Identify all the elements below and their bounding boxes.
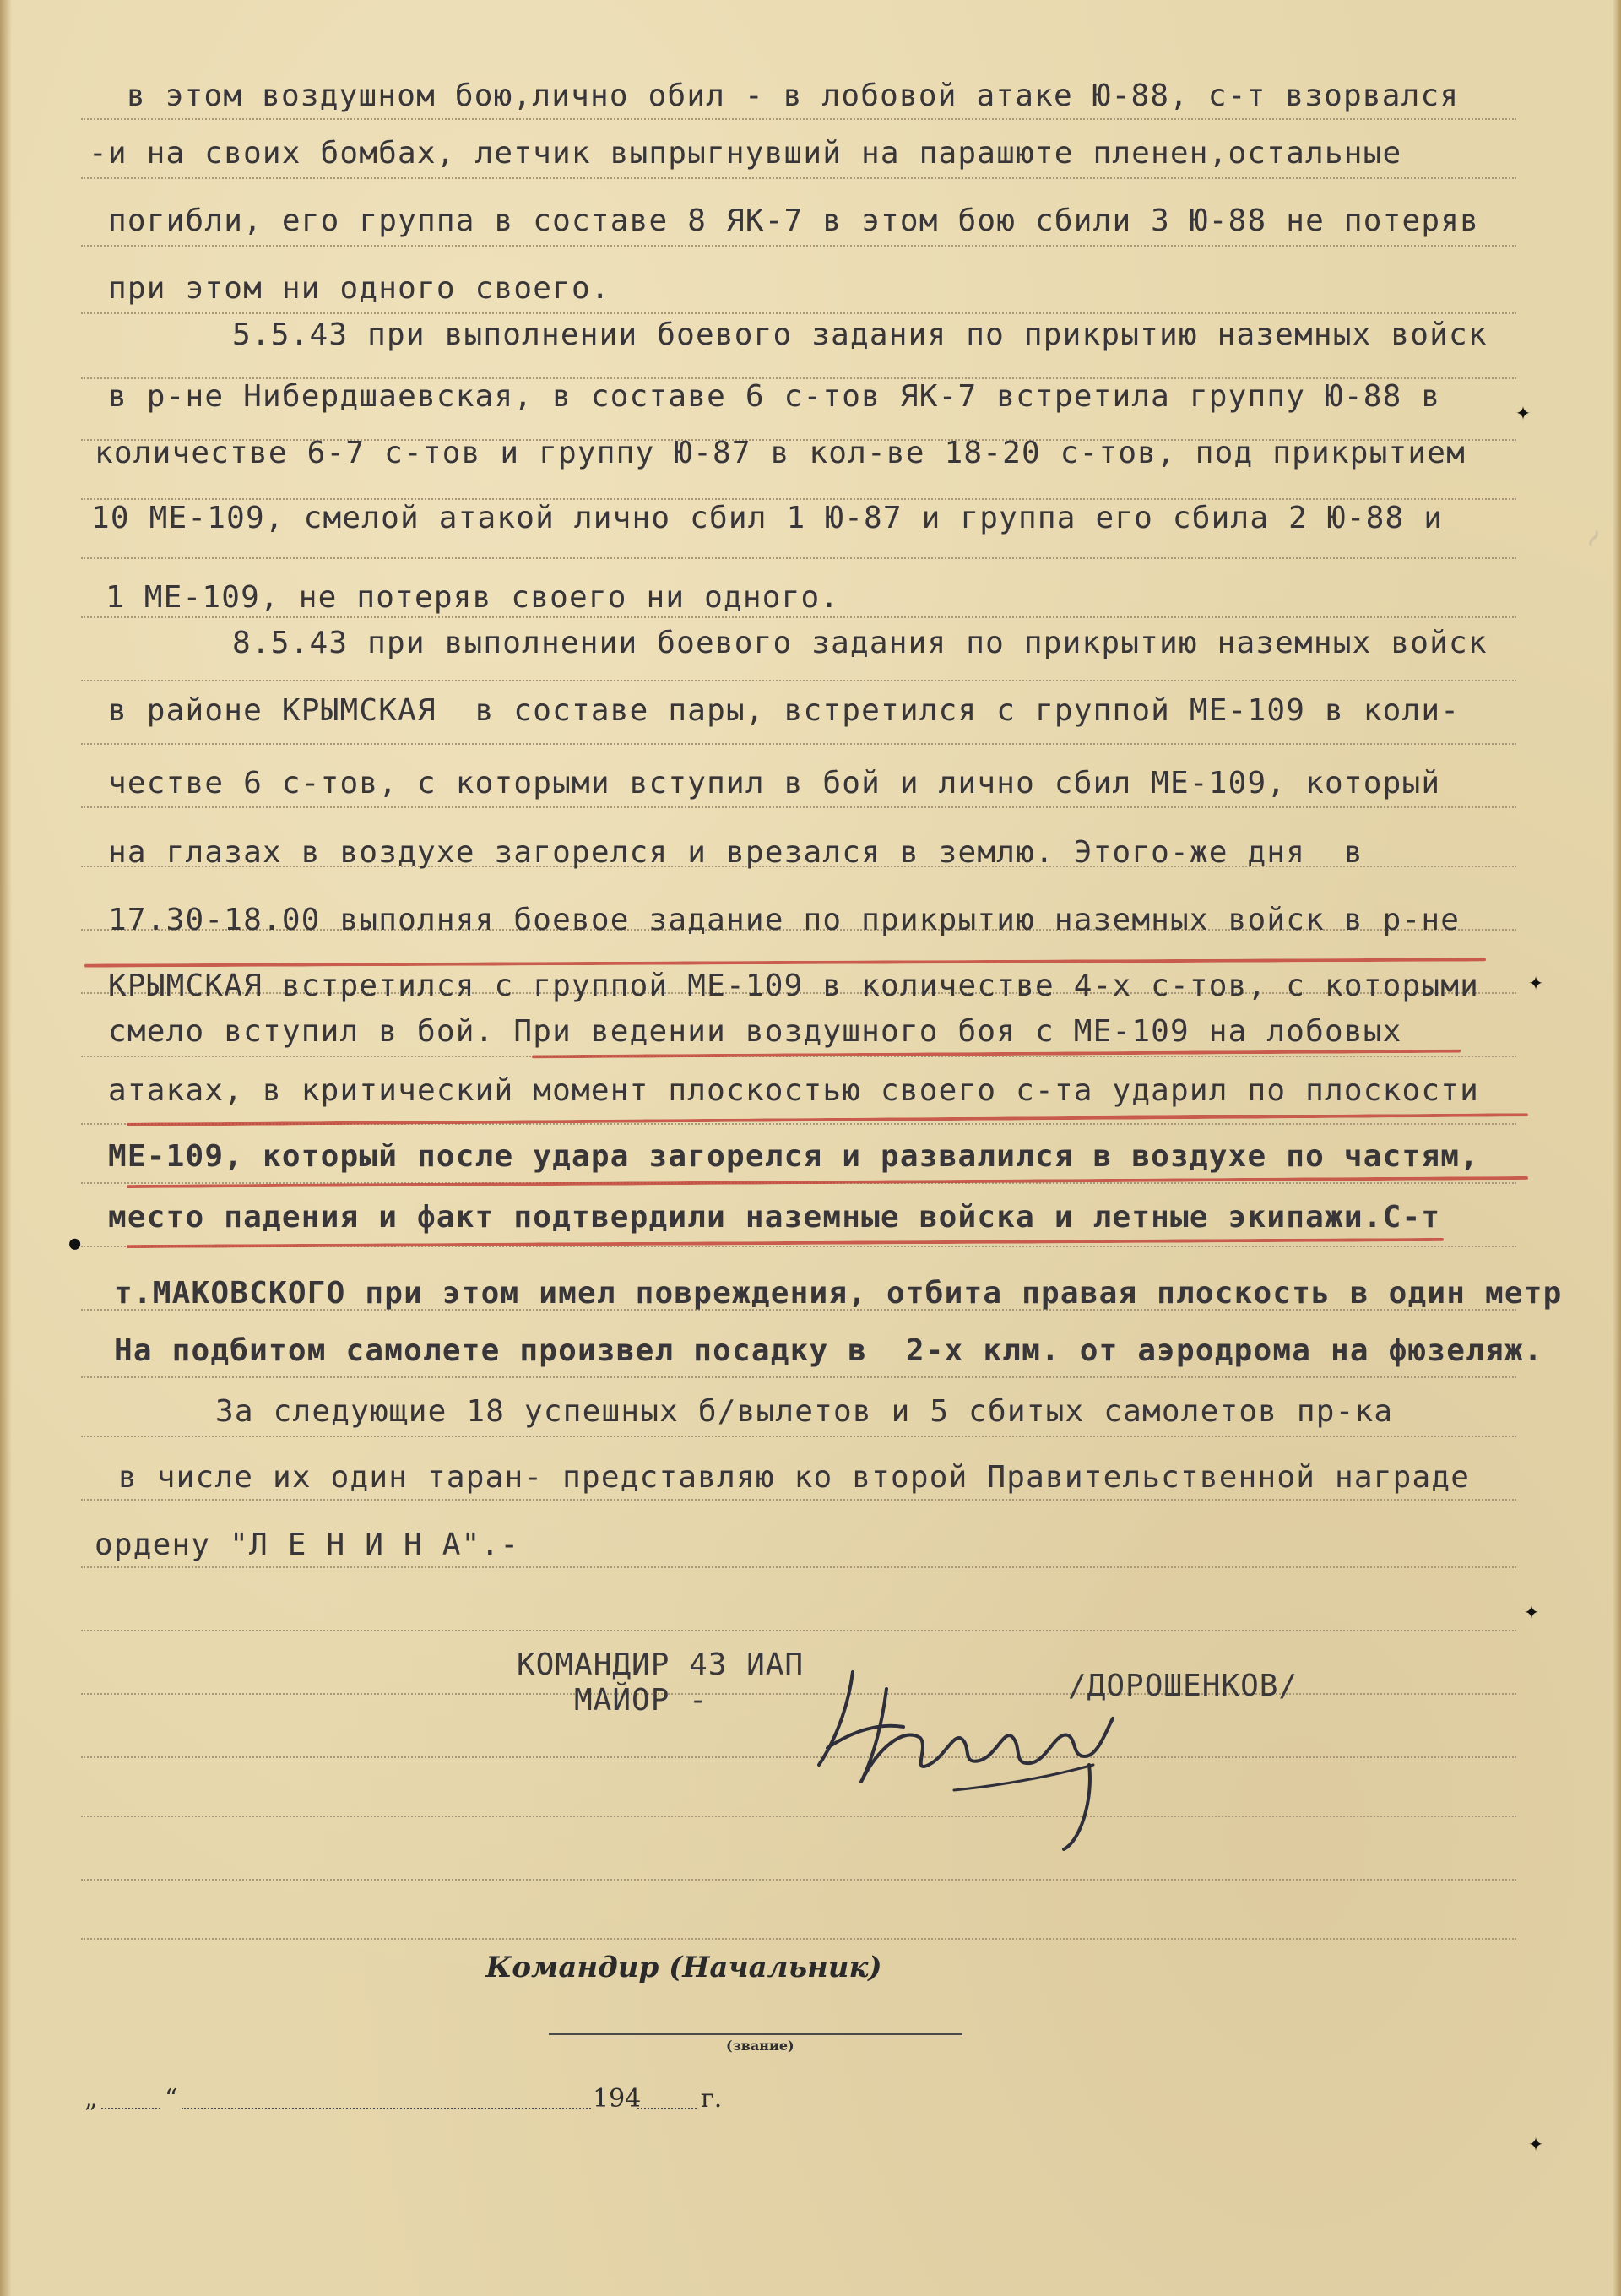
form-rule bbox=[81, 245, 1516, 247]
body-line: КРЫМСКАЯ встретился с группой МЕ-109 в количестве 4-х с-тов, с которыми bbox=[108, 969, 1480, 1003]
punch-mark: ✦ bbox=[1524, 1596, 1540, 1626]
body-line: погибли, его группа в составе 8 ЯК-7 в этом бою сбили 3 Ю-88 не потеряв bbox=[108, 204, 1480, 238]
body-line: 17.30-18.00 выполняя боевое задание по прикрытию наземных войск в р-не bbox=[108, 903, 1461, 937]
year-fill-line bbox=[637, 2108, 697, 2109]
body-line: 1 МЕ-109, не потеряв своего ни одного. bbox=[106, 580, 840, 615]
punch-mark: ✦ bbox=[1528, 2128, 1544, 2158]
body-line: в р-не Нибердшаевская, в составе 6 с-тов ЯК-7 встретила группу Ю-88 в bbox=[108, 379, 1441, 414]
body-line: т.МАКОВСКОГО при этом имел повреждения, отбита правая плоскость в один метр bbox=[114, 1276, 1563, 1311]
body-line: на глазах в воздухе загорелся и врезался в землю. Этого-же дня в bbox=[108, 835, 1363, 870]
body-line: честве 6 с-тов, с которыми вступил в бой и лично сбил МЕ-109, который bbox=[108, 766, 1441, 801]
year-prefix: 194 bbox=[593, 2084, 642, 2114]
form-rule bbox=[81, 1566, 1516, 1568]
body-line: атаках, в критический момент плоскостью своего с-та ударил по плоскости bbox=[108, 1073, 1480, 1108]
form-rule bbox=[81, 557, 1516, 559]
body-line: ордену "Л Е Н И Н А".- bbox=[95, 1528, 520, 1562]
year-suffix: г. bbox=[701, 2084, 723, 2114]
form-rule bbox=[81, 616, 1516, 618]
form-rule bbox=[81, 1499, 1516, 1501]
body-line: 5.5.43 при выполнении боевого задания по прикрытию наземных войск bbox=[232, 318, 1488, 352]
body-line: На подбитом самолете произвел посадку в 2-х клм. от аэродрома на фюзеляж. bbox=[114, 1333, 1543, 1368]
form-rule bbox=[81, 1756, 1516, 1758]
body-line: в числе их один таран- представляю ко второй Правительственной награде bbox=[118, 1460, 1471, 1495]
signature-title: КОМАНДИР 43 ИАП bbox=[517, 1647, 805, 1682]
punch-mark: ✦ bbox=[1515, 397, 1532, 426]
watermark: ~ bbox=[1575, 521, 1612, 556]
form-rule bbox=[81, 1816, 1516, 1817]
body-line: смело вступил в бой. При ведении воздушного боя с МЕ-109 на лобовых bbox=[108, 1014, 1402, 1049]
form-rule bbox=[81, 1376, 1516, 1378]
form-rule bbox=[81, 312, 1516, 314]
form-rule bbox=[81, 1879, 1516, 1881]
form-rule bbox=[81, 1436, 1516, 1437]
form-rule bbox=[81, 177, 1516, 179]
month-fill-line bbox=[182, 2108, 591, 2109]
rank-fill-line bbox=[549, 2033, 962, 2035]
form-rule bbox=[81, 680, 1516, 681]
body-line: -и на своих бомбах, летчик выпрыгнувший на парашюте пленен,остальные bbox=[89, 136, 1402, 171]
date-open-quote: „ bbox=[84, 2084, 98, 2114]
date-close-quote: “ bbox=[165, 2084, 178, 2114]
form-rule bbox=[81, 1630, 1516, 1631]
punch-mark: ● bbox=[69, 1233, 81, 1254]
signature-name: /ДОРОШЕНКОВ/ bbox=[1068, 1669, 1298, 1703]
punch-mark: ✦ bbox=[1528, 967, 1544, 996]
form-rule bbox=[81, 743, 1516, 745]
body-line: количестве 6-7 с-тов и группу Ю-87 в кол-ве 18-20 с-тов, под прикрытием bbox=[95, 436, 1466, 470]
red-underline bbox=[84, 958, 1486, 967]
day-fill-line bbox=[101, 2108, 160, 2109]
body-line: 8.5.43 при выполнении боевого задания по прикрытию наземных войск bbox=[232, 626, 1488, 660]
rank-label: (звание) bbox=[726, 2038, 794, 2054]
commander-title: Командир (Начальник) bbox=[485, 1951, 882, 1984]
form-rule bbox=[81, 118, 1516, 120]
body-line: 10 МЕ-109, смелой атакой лично сбил 1 Ю-87 и группа его сбила 2 Ю-88 и bbox=[91, 501, 1444, 535]
body-line: при этом ни одного своего. bbox=[108, 271, 610, 306]
body-line: МЕ-109, который после удара загорелся и развалился в воздухе по частям, bbox=[108, 1139, 1480, 1174]
form-rule bbox=[81, 1693, 1516, 1695]
body-line: место падения и факт подтвердили наземные войска и летные экипажи.С-т bbox=[108, 1200, 1441, 1235]
form-rule bbox=[81, 806, 1516, 808]
form-rule bbox=[81, 1938, 1516, 1940]
body-line: в этом воздушном бою,лично обил - в лобовой атаке Ю-88, с-т взорвался bbox=[127, 79, 1460, 113]
signature-rank: МАЙОР - bbox=[574, 1683, 708, 1718]
body-line: За следующие 18 успешных б/вылетов и 5 сбитых самолетов пр-ка bbox=[215, 1394, 1394, 1429]
body-line: в районе КРЫМСКАЯ в составе пары, встретился с группой МЕ-109 в коли- bbox=[108, 693, 1461, 728]
handwritten-signature bbox=[802, 1638, 1174, 1858]
